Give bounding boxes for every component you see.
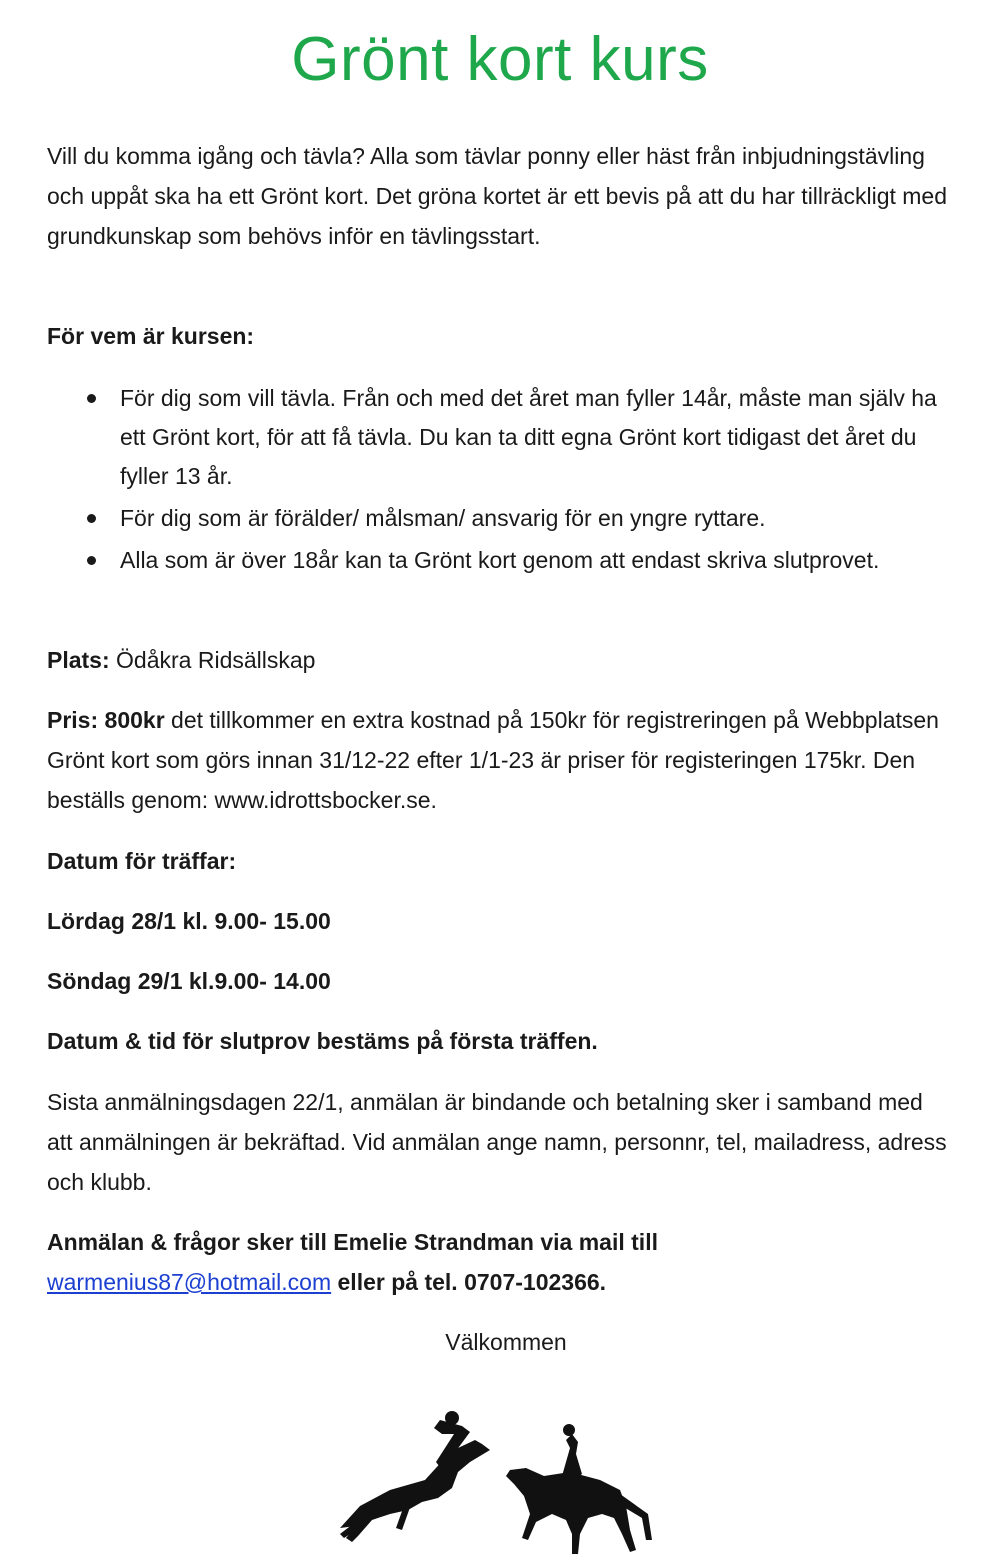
audience-list — [47, 379, 952, 583]
bullet-icon — [87, 394, 96, 403]
list-item: Alla som är över 18år kan ta Grönt kort genom att endast skriva slutprovet. — [47, 541, 952, 580]
bullet-icon — [87, 514, 96, 523]
contact-prefix: Anmälan & frågor sker till Emelie Strandman via mail till — [47, 1229, 658, 1255]
email-link[interactable]: warmenius87@hotmail.com — [47, 1269, 332, 1295]
intro-paragraph: Vill du komma igång och tävla? Alla som tävlar ponny eller häst från inbjudningstävling och uppåt ska ha ett Grönt kort. Det gröna kortet är ett bevis på att du har tillräckligt med grundkunskap som behövs inför en tävlingsstart. — [47, 143, 948, 249]
price-details: det tillkommer en extra kostnad på 150kr för registreringen på Webbplatsen Grönt kort som görs innan 31/12-22 efter 1/1-23 är priser för registeringen 175kr. Den beställs genom: www.idrottsbocker.se. — [47, 707, 939, 813]
date-sunday: Söndag 29/1 kl.9.00- 14.00 — [47, 968, 331, 994]
place-value: Ödåkra Ridsällskap — [109, 647, 316, 673]
bullet-icon — [87, 556, 96, 565]
contact-paragraph — [47, 1222, 952, 1302]
horse-riders-silhouette-icon — [330, 1410, 670, 1560]
date-saturday: Lördag 28/1 kl. 9.00- 15.00 — [47, 908, 331, 934]
page-title: Grönt kort kurs — [291, 25, 709, 94]
list-item: För dig som är förälder/ målsman/ ansvarig för en yngre ryttare. — [47, 499, 952, 538]
list-item: För dig som vill tävla. Från och med det året man fyller 14år, måste man själv ha ett Grönt kort, för att få tävla. Du kan ta ditt egna Grönt kort tidigast det året du fyller 13 år. — [47, 379, 952, 496]
exam-note: Datum & tid för slutprov bestäms på första träffen. — [47, 1028, 598, 1054]
contact-suffix: eller på tel. 0707-102366. — [331, 1269, 607, 1295]
price-paragraph — [47, 700, 952, 820]
deadline-paragraph: Sista anmälningsdagen 22/1, anmälan är bindande och betalning sker i samband med att anmälningen är bekräftad. Vid anmälan ange namn, personnr, tel, mailadress, adress och klubb. — [47, 1089, 947, 1195]
place-label: Plats: — [47, 647, 110, 673]
for-whom-heading: För vem är kursen: — [47, 323, 255, 349]
dates-heading: Datum för träffar: — [47, 848, 237, 874]
price-amount: 800kr — [98, 707, 165, 733]
price-label: Pris: — [47, 707, 99, 733]
welcome-text: Välkommen — [445, 1329, 567, 1355]
place-line — [47, 640, 952, 680]
